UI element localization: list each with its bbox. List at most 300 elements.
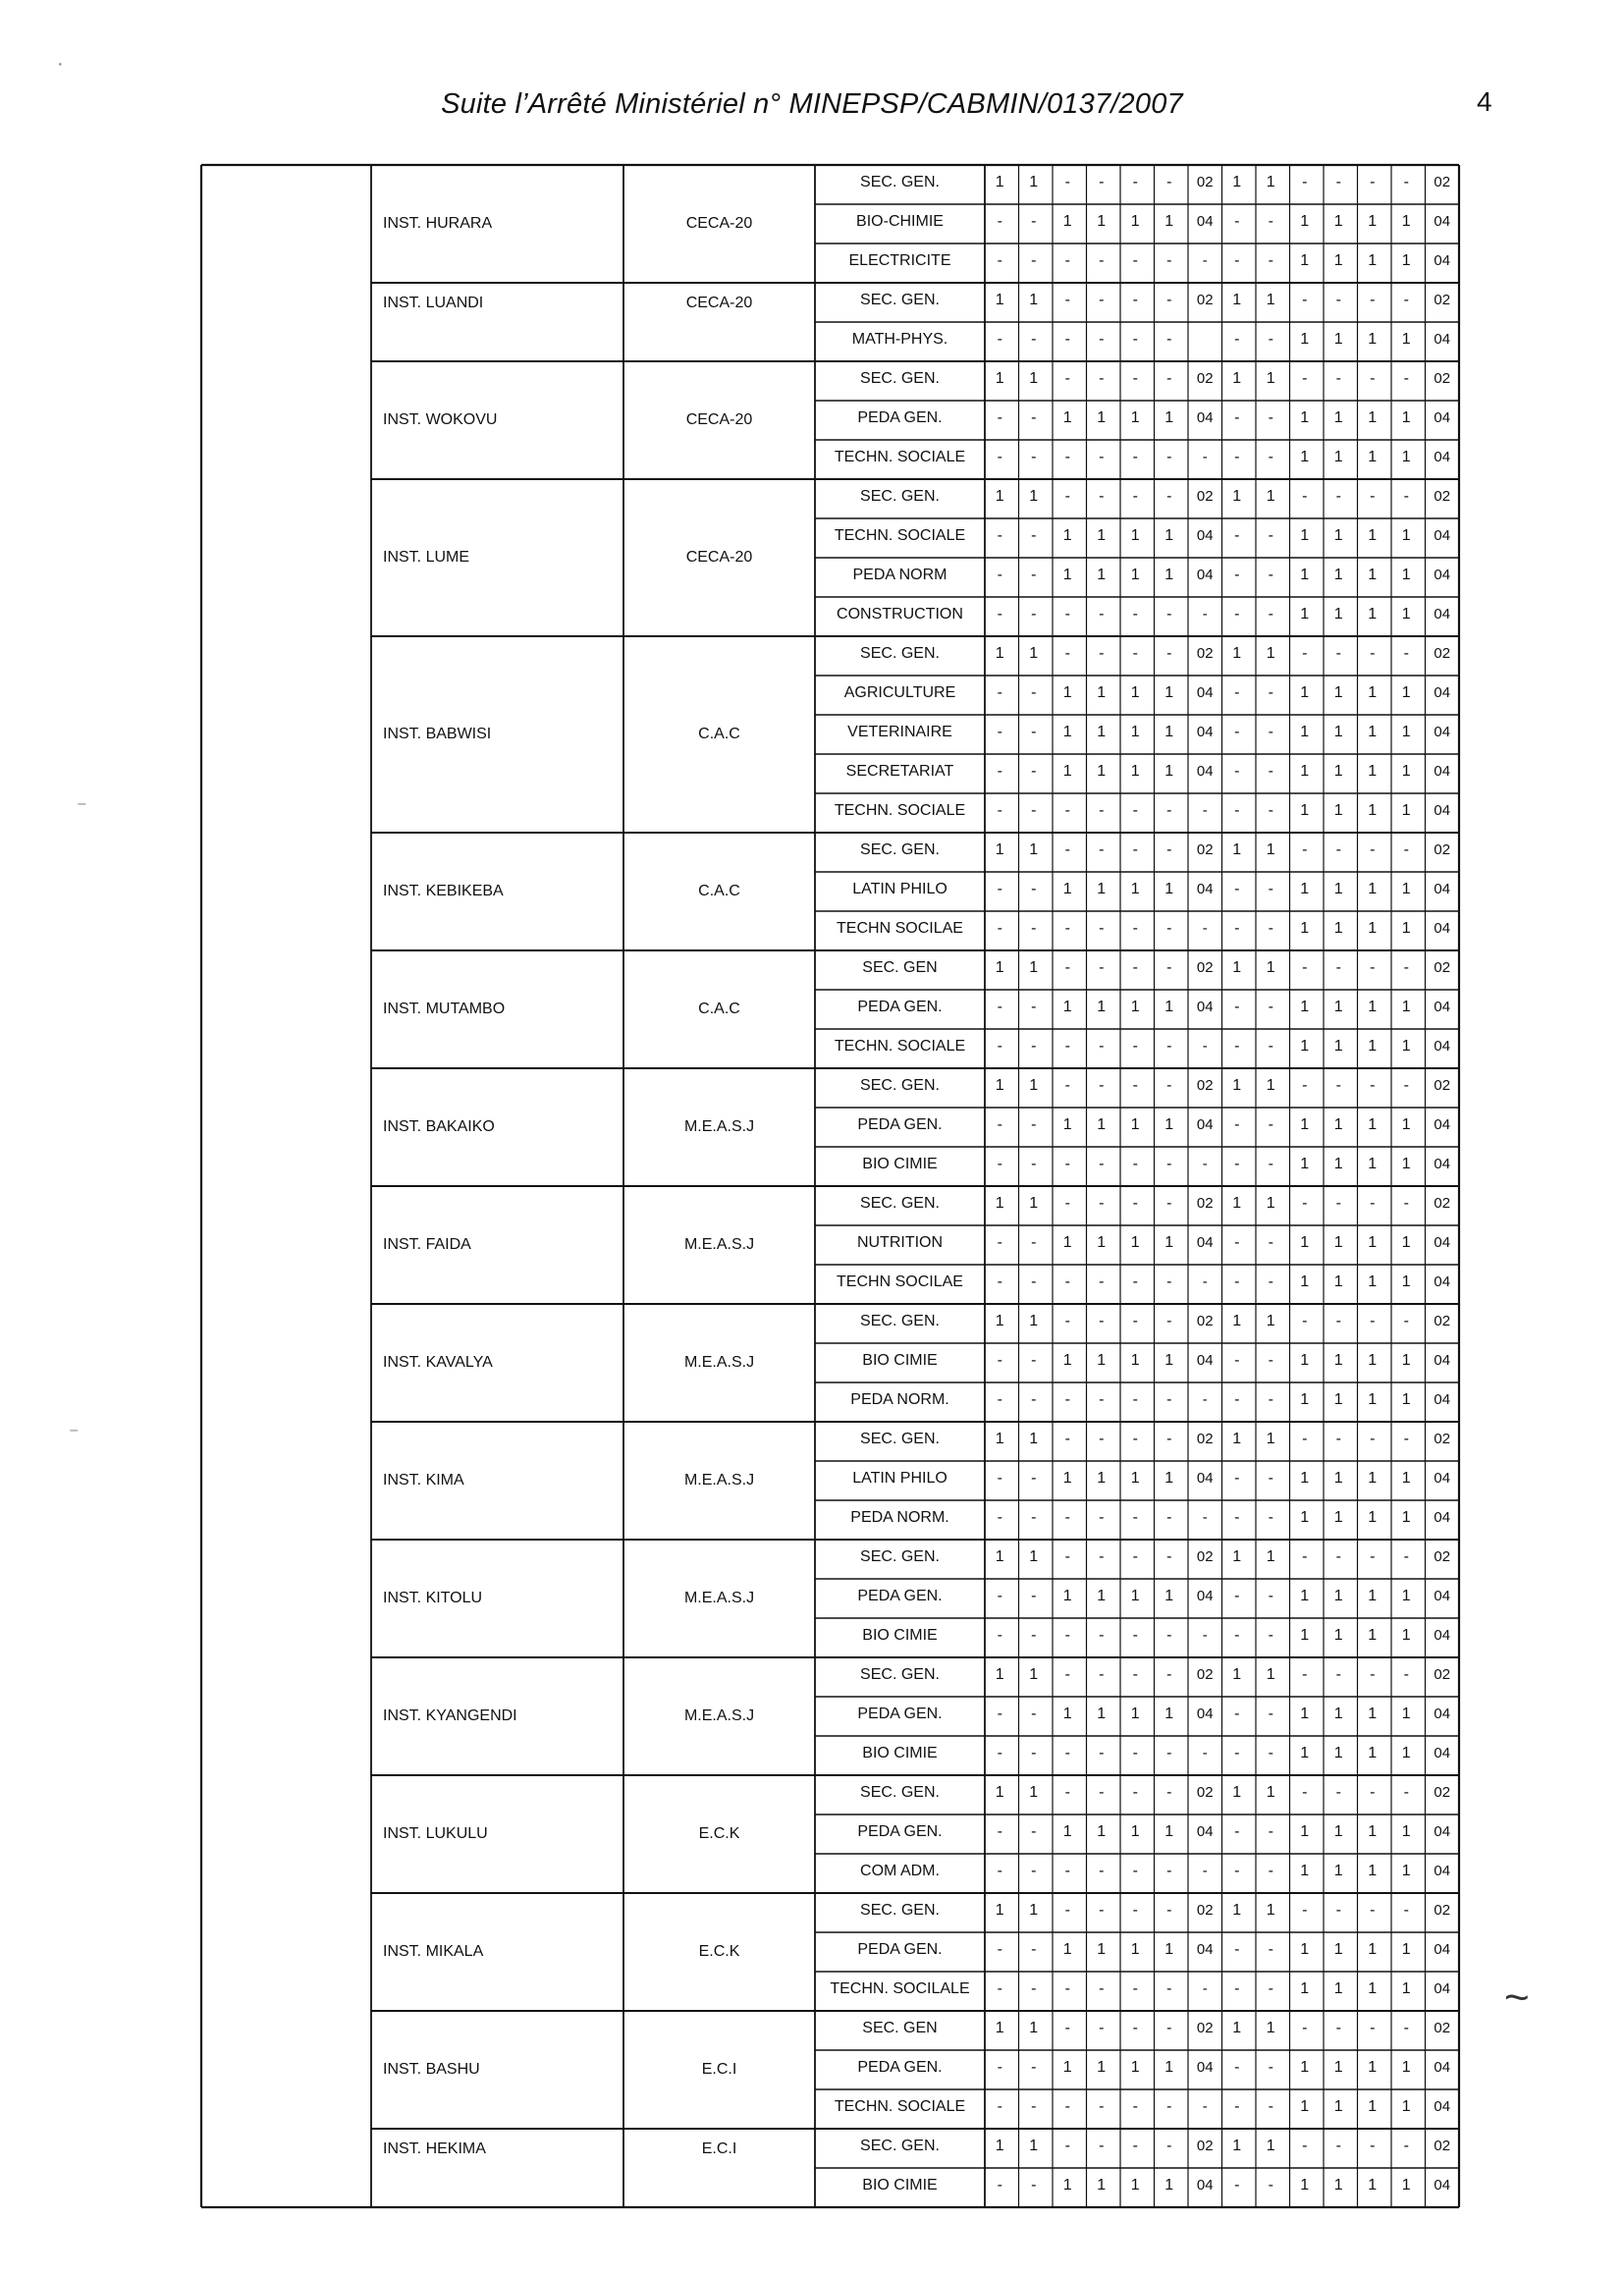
cell-value: - <box>1234 2059 1240 2077</box>
cell-value: - <box>1099 645 1105 663</box>
cell-total: 04 <box>1434 1705 1451 1722</box>
cell-value: - <box>1302 645 1308 663</box>
cell-value: - <box>1335 1077 1341 1095</box>
cell-total: 02 <box>1196 1665 1214 1683</box>
cell-total: 02 <box>1434 2019 1451 2036</box>
cell-total: 04 <box>1196 566 1214 583</box>
cell-value: 1 <box>1401 1038 1411 1056</box>
cell-value: 1 <box>1368 606 1378 623</box>
cell-value: - <box>1234 1745 1240 1762</box>
cell-total: 02 <box>1196 2137 1214 2154</box>
institution-convention: C.A.C <box>698 883 740 900</box>
cell-value: - <box>1234 2177 1240 2194</box>
cell-value: - <box>1064 488 1070 506</box>
cell-value: 1 <box>1062 2177 1072 2194</box>
option-label: TECHN. SOCIALE <box>834 1038 966 1056</box>
cell-value: 1 <box>1232 2138 1242 2155</box>
cell-total: - <box>1202 251 1208 269</box>
cell-value: 1 <box>1368 1823 1378 1841</box>
cell-value: - <box>997 1234 1002 1252</box>
cell-value: - <box>1132 370 1138 388</box>
cell-value: - <box>1064 1391 1070 1409</box>
cell-value: 1 <box>1300 1941 1310 1959</box>
cell-value: - <box>1403 959 1409 977</box>
cell-value: 1 <box>995 1077 1004 1095</box>
cell-value: 1 <box>1401 213 1411 231</box>
cell-value: 1 <box>1300 920 1310 938</box>
cell-value: 1 <box>1029 1077 1039 1095</box>
cell-value: 1 <box>1062 1941 1072 1959</box>
cell-value: - <box>1031 724 1037 741</box>
cell-value: 1 <box>995 2020 1004 2037</box>
cell-value: - <box>1234 1391 1240 1409</box>
cell-value: 1 <box>1368 1156 1378 1173</box>
cell-value: - <box>997 2177 1002 2194</box>
cell-value: - <box>1166 1431 1172 1448</box>
cell-value: 1 <box>1401 1273 1411 1291</box>
option-label: PEDA GEN. <box>857 1941 943 1959</box>
cell-total: 02 <box>1196 291 1214 308</box>
cell-value: 1 <box>1401 1941 1411 1959</box>
cell-value: - <box>1403 174 1409 191</box>
cell-value: - <box>1099 1431 1105 1448</box>
cell-value: 1 <box>1368 999 1378 1016</box>
cell-value: - <box>1099 1391 1105 1409</box>
cell-value: 1 <box>1333 527 1343 545</box>
cell-value: 1 <box>1029 2138 1039 2155</box>
cell-total: 02 <box>1434 369 1451 387</box>
cell-value: 1 <box>1333 1823 1343 1841</box>
cell-value: - <box>1064 174 1070 191</box>
cell-value: - <box>1031 1116 1037 1134</box>
cell-value: 1 <box>1300 881 1310 898</box>
cell-value: 1 <box>1062 567 1072 584</box>
cell-value: - <box>1370 174 1376 191</box>
institution-convention: E.C.K <box>698 1825 740 1843</box>
cell-value: - <box>997 2098 1002 2116</box>
cell-value: - <box>1031 1470 1037 1488</box>
cell-value: - <box>1099 1038 1105 1056</box>
cell-total: - <box>1202 448 1208 465</box>
cell-value: - <box>1268 1980 1273 1998</box>
cell-value: - <box>1268 1391 1273 1409</box>
cell-value: - <box>1031 1352 1037 1370</box>
cell-value: 1 <box>1401 1391 1411 1409</box>
cell-value: 1 <box>1401 606 1411 623</box>
cell-value: 1 <box>1333 252 1343 270</box>
cell-total: 02 <box>1434 1547 1451 1565</box>
cell-value: 1 <box>1368 409 1378 427</box>
cell-value: 1 <box>1029 645 1039 663</box>
cell-value: - <box>1064 841 1070 859</box>
cell-value: - <box>1268 881 1273 898</box>
cell-value: - <box>1031 2098 1037 2116</box>
cell-value: - <box>1166 841 1172 859</box>
option-label: ELECTRICITE <box>848 252 951 270</box>
cell-value: - <box>1064 2098 1070 2116</box>
cell-value: 1 <box>1130 1706 1140 1723</box>
cell-value: 1 <box>1062 1823 1072 1841</box>
cell-value: 1 <box>1164 1352 1174 1370</box>
cell-value: - <box>1031 802 1037 820</box>
cell-value: - <box>1302 370 1308 388</box>
cell-total: 02 <box>1196 644 1214 662</box>
cell-value: 1 <box>1300 606 1310 623</box>
cell-value: 1 <box>1029 370 1039 388</box>
cell-value: - <box>1132 1273 1138 1291</box>
cell-value: 1 <box>1300 409 1310 427</box>
cell-value: - <box>1064 1509 1070 1527</box>
institution-name: INST. HEKIMA <box>383 2140 486 2158</box>
cell-value: - <box>1370 292 1376 309</box>
cell-value: 1 <box>1232 1666 1242 1684</box>
cell-value: - <box>1064 252 1070 270</box>
option-label: SEC. GEN. <box>860 1784 940 1802</box>
cell-value: - <box>1234 527 1240 545</box>
cell-value: - <box>1064 645 1070 663</box>
institution-convention: E.C.K <box>698 1943 740 1961</box>
option-label: SEC. GEN. <box>860 1548 940 1566</box>
cell-value: 1 <box>1164 1941 1174 1959</box>
cell-value: 1 <box>995 1902 1004 1920</box>
cell-value: - <box>1403 841 1409 859</box>
cell-value: 1 <box>1368 881 1378 898</box>
cell-value: 1 <box>995 959 1004 977</box>
cell-value: 1 <box>1164 2177 1174 2194</box>
cell-value: 1 <box>1368 1980 1378 1998</box>
cell-value: 1 <box>1097 1352 1107 1370</box>
cell-value: 1 <box>1062 409 1072 427</box>
cell-total: 02 <box>1196 1312 1214 1329</box>
cell-value: 1 <box>1368 1941 1378 1959</box>
cell-value: 1 <box>1097 999 1107 1016</box>
institution-name: INST. WOKOVU <box>383 411 498 429</box>
cell-value: 1 <box>1333 1391 1343 1409</box>
cell-value: 1 <box>1266 1548 1275 1566</box>
cell-value: - <box>1132 1863 1138 1880</box>
cell-value: - <box>1302 1313 1308 1330</box>
cell-value: 1 <box>1300 1273 1310 1291</box>
cell-total: - <box>1202 1626 1208 1644</box>
option-label: SEC. GEN. <box>860 292 940 309</box>
cell-total: 04 <box>1434 448 1451 465</box>
cell-value: 1 <box>1232 1902 1242 1920</box>
option-label: TECHN. SOCIALE <box>834 802 966 820</box>
cell-value: - <box>1064 2020 1070 2037</box>
option-label: PEDA NORM. <box>850 1391 949 1409</box>
cell-value: - <box>1268 1116 1273 1134</box>
cell-value: 1 <box>1401 409 1411 427</box>
cell-value: - <box>1132 449 1138 466</box>
cell-value: 1 <box>1368 763 1378 781</box>
cell-value: - <box>1166 920 1172 938</box>
institution-convention: C.A.C <box>698 726 740 743</box>
cell-value: 1 <box>1130 1588 1140 1605</box>
cell-value: - <box>997 1980 1002 1998</box>
cell-value: - <box>1166 449 1172 466</box>
cell-value: 1 <box>1368 1863 1378 1880</box>
cell-value: 1 <box>1164 999 1174 1016</box>
cell-value: - <box>1064 1863 1070 1880</box>
cell-value: 1 <box>1029 1313 1039 1330</box>
cell-total: 02 <box>1434 1901 1451 1919</box>
institution-name: INST. KEBIKEBA <box>383 883 504 900</box>
cell-value: - <box>1268 2177 1273 2194</box>
cell-value: - <box>1031 527 1037 545</box>
institution-convention: C.A.C <box>698 1001 740 1018</box>
cell-value: - <box>1132 1313 1138 1330</box>
cell-value: - <box>1031 1509 1037 1527</box>
cell-value: 1 <box>1130 1470 1140 1488</box>
cell-value: - <box>1166 1863 1172 1880</box>
cell-value: 1 <box>1164 881 1174 898</box>
cell-value: 1 <box>1333 1234 1343 1252</box>
cell-value: - <box>1099 1980 1105 1998</box>
cell-value: - <box>997 999 1002 1016</box>
cell-value: 1 <box>1097 1941 1107 1959</box>
institution-name: INST. KYANGENDI <box>383 1707 517 1725</box>
cell-value: - <box>1335 1784 1341 1802</box>
option-label: MATH-PHYS. <box>851 331 948 349</box>
cell-total: 04 <box>1434 1037 1451 1055</box>
option-label: SEC. GEN. <box>860 1666 940 1684</box>
cell-value: - <box>1234 920 1240 938</box>
cell-total: 04 <box>1196 1115 1214 1133</box>
cell-value: - <box>1064 449 1070 466</box>
institution-convention: M.E.A.S.J <box>683 1118 755 1136</box>
cell-value: - <box>1234 1863 1240 1880</box>
cell-total: 04 <box>1434 526 1451 544</box>
cell-value: 1 <box>1368 920 1378 938</box>
cell-value: 1 <box>1333 2059 1343 2077</box>
cell-value: - <box>1268 920 1273 938</box>
option-label: SEC. GEN. <box>860 488 940 506</box>
cell-value: - <box>1166 252 1172 270</box>
cell-total: 04 <box>1434 1469 1451 1487</box>
cell-value: - <box>1166 606 1172 623</box>
cell-value: 1 <box>1062 881 1072 898</box>
cell-value: 1 <box>995 1548 1004 1566</box>
cell-value: 1 <box>995 1313 1004 1330</box>
page-number: 4 <box>1477 86 1492 117</box>
cell-value: - <box>1132 2138 1138 2155</box>
cell-value: - <box>1335 645 1341 663</box>
cell-value: - <box>1099 449 1105 466</box>
cell-value: - <box>1099 1195 1105 1213</box>
cell-total: 04 <box>1434 566 1451 583</box>
option-label: SEC. GEN. <box>860 1077 940 1095</box>
cell-value: - <box>1166 1391 1172 1409</box>
cell-value: - <box>1031 920 1037 938</box>
cell-value: - <box>1132 1156 1138 1173</box>
cell-value: 1 <box>1266 2138 1275 2155</box>
cell-value: - <box>1166 1273 1172 1291</box>
cell-value: - <box>1234 1627 1240 1645</box>
option-label: TECHN. SOCIALE <box>834 2098 966 2116</box>
cell-value: - <box>1302 488 1308 506</box>
page-header-title: Suite l’Arrêté Ministériel n° MINEPSP/CABMIN/0137/2007 <box>441 88 1183 120</box>
cell-total: 04 <box>1434 1587 1451 1604</box>
cell-value: - <box>1403 1195 1409 1213</box>
cell-value: 1 <box>1333 1745 1343 1762</box>
cell-value: 1 <box>1368 567 1378 584</box>
cell-value: - <box>1064 1980 1070 1998</box>
option-label: VETERINAIRE <box>847 724 952 741</box>
cell-value: - <box>997 881 1002 898</box>
cell-total: - <box>1202 1155 1208 1172</box>
cell-total: 04 <box>1434 2058 1451 2076</box>
cell-value: - <box>997 763 1002 781</box>
cell-value: 1 <box>1300 2059 1310 2077</box>
cell-value: - <box>1132 841 1138 859</box>
cell-value: 1 <box>1130 763 1140 781</box>
institution-convention: CECA-20 <box>685 411 753 429</box>
cell-value: 1 <box>1401 920 1411 938</box>
cell-value: - <box>1234 567 1240 584</box>
cell-total: 04 <box>1196 1705 1214 1722</box>
cell-total: - <box>1202 1390 1208 1408</box>
scan-speck: ⁻ <box>69 1424 80 1445</box>
cell-value: 1 <box>1130 2059 1140 2077</box>
cell-value: - <box>1064 370 1070 388</box>
cell-value: - <box>1302 1431 1308 1448</box>
institution-name: INST. FAIDA <box>383 1236 471 1254</box>
cell-value: 1 <box>1232 370 1242 388</box>
cell-value: 1 <box>1401 1156 1411 1173</box>
cell-total: 04 <box>1434 1155 1451 1172</box>
cell-value: 1 <box>1333 1470 1343 1488</box>
cell-value: - <box>997 1391 1002 1409</box>
cell-value: 1 <box>1368 331 1378 349</box>
cell-value: - <box>1166 292 1172 309</box>
cell-value: 1 <box>1333 1627 1343 1645</box>
cell-total: 04 <box>1434 723 1451 740</box>
cell-total: 02 <box>1196 1783 1214 1801</box>
cell-value: 1 <box>1300 449 1310 466</box>
cell-value: - <box>1132 1195 1138 1213</box>
cell-value: - <box>1031 606 1037 623</box>
cell-value: 1 <box>1333 606 1343 623</box>
cell-value: - <box>1166 802 1172 820</box>
cell-value: - <box>1166 1195 1172 1213</box>
cell-total: 04 <box>1434 605 1451 623</box>
cell-value: - <box>1268 409 1273 427</box>
cell-value: - <box>1099 1784 1105 1802</box>
cell-value: - <box>1166 1902 1172 1920</box>
cell-value: 1 <box>1300 1038 1310 1056</box>
cell-value: - <box>1064 1038 1070 1056</box>
cell-value: - <box>997 1038 1002 1056</box>
cell-value: - <box>1234 1116 1240 1134</box>
cell-value: 1 <box>1062 999 1072 1016</box>
cell-value: - <box>1234 999 1240 1016</box>
cell-value: - <box>1132 1745 1138 1762</box>
cell-value: 1 <box>1300 1745 1310 1762</box>
cell-value: - <box>1031 1038 1037 1056</box>
cell-value: - <box>1268 724 1273 741</box>
cell-value: 1 <box>1401 1116 1411 1134</box>
cell-value: 1 <box>1164 2059 1174 2077</box>
cell-value: 1 <box>1333 2098 1343 2116</box>
scan-speck: ⁻ <box>77 797 87 819</box>
cell-value: 1 <box>1062 213 1072 231</box>
cell-value: - <box>1370 1548 1376 1566</box>
cell-value: 1 <box>1368 684 1378 702</box>
cell-value: 1 <box>1062 1116 1072 1134</box>
cell-value: - <box>1031 2177 1037 2194</box>
option-label: BIO CIMIE <box>862 1156 938 1173</box>
cell-value: - <box>1132 606 1138 623</box>
cell-value: - <box>1132 2020 1138 2037</box>
institution-convention: CECA-20 <box>685 549 753 567</box>
cell-value: - <box>1166 1548 1172 1566</box>
cell-value: 1 <box>1266 959 1275 977</box>
option-label: LATIN PHILO <box>852 881 947 898</box>
cell-value: 1 <box>1333 1273 1343 1291</box>
institution-convention: E.C.I <box>701 2140 737 2158</box>
cell-value: - <box>1132 959 1138 977</box>
cell-value: - <box>1132 1980 1138 1998</box>
cell-value: 1 <box>1097 2059 1107 2077</box>
cell-value: 1 <box>1300 2177 1310 2194</box>
cell-value: - <box>1166 2098 1172 2116</box>
cell-total: 02 <box>1196 2019 1214 2036</box>
cell-total: 02 <box>1434 2137 1451 2154</box>
cell-value: 1 <box>995 1784 1004 1802</box>
option-label: SEC. GEN <box>862 2020 938 2037</box>
cell-total: 04 <box>1434 762 1451 780</box>
cell-value: 1 <box>1333 684 1343 702</box>
institution-name: INST. BASHU <box>383 2061 480 2079</box>
cell-value: - <box>997 1116 1002 1134</box>
option-label: SEC. GEN. <box>860 174 940 191</box>
cell-value: 1 <box>1266 1784 1275 1802</box>
cell-value: 1 <box>1062 1234 1072 1252</box>
cell-value: - <box>1302 959 1308 977</box>
cell-value: - <box>1302 841 1308 859</box>
cell-total: 04 <box>1434 880 1451 897</box>
cell-value: - <box>1166 1627 1172 1645</box>
institution-convention: M.E.A.S.J <box>683 1590 755 1607</box>
cell-total: 04 <box>1196 1822 1214 1840</box>
institution-name: INST. BABWISI <box>383 726 492 743</box>
cell-total: 04 <box>1196 526 1214 544</box>
option-label: BIO CIMIE <box>862 2177 938 2194</box>
cell-value: - <box>1370 1313 1376 1330</box>
cell-value: 1 <box>1368 2059 1378 2077</box>
cell-value: - <box>1268 2059 1273 2077</box>
cell-value: - <box>1403 1077 1409 1095</box>
cell-value: 1 <box>1300 527 1310 545</box>
cell-total: 04 <box>1196 2176 1214 2194</box>
cell-value: 1 <box>1300 1116 1310 1134</box>
institution-name: INST. MUTAMBO <box>383 1001 506 1018</box>
option-label: SEC. GEN. <box>860 1195 940 1213</box>
cell-value: 1 <box>1401 724 1411 741</box>
cell-value: 1 <box>1300 331 1310 349</box>
cell-value: - <box>1370 1666 1376 1684</box>
cell-value: - <box>997 331 1002 349</box>
cell-value: 1 <box>1300 1156 1310 1173</box>
cell-value: 1 <box>1232 1195 1242 1213</box>
cell-total: - <box>1202 801 1208 819</box>
cell-value: - <box>1370 2138 1376 2155</box>
cell-value: 1 <box>1333 567 1343 584</box>
cell-value: 1 <box>1062 1706 1072 1723</box>
option-label: NUTRITION <box>856 1234 944 1252</box>
cell-value: 1 <box>1368 1627 1378 1645</box>
cell-value: - <box>997 724 1002 741</box>
